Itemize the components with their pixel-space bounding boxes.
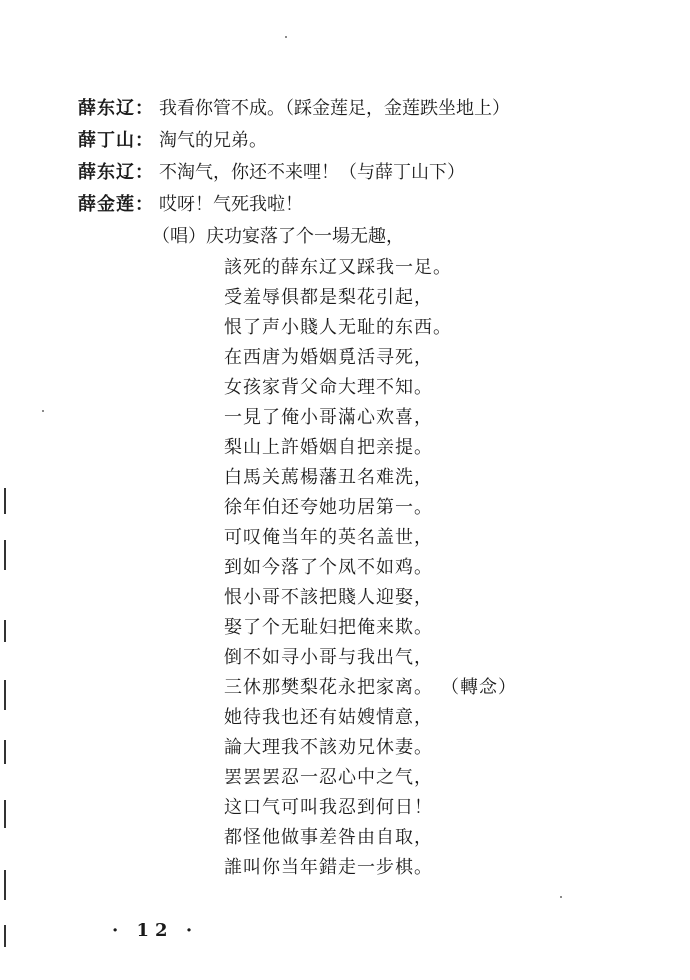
page-number: · 12 · xyxy=(112,920,199,941)
speaker-name: 薛丁山 xyxy=(78,130,135,151)
scan-margin-mark xyxy=(4,870,6,900)
scan-margin-mark xyxy=(4,740,6,764)
verse-text: 三休那樊梨花永把家离。 xyxy=(224,677,433,698)
verse-line: 庆功宴落了个一場无趣， xyxy=(206,226,404,247)
scan-margin-mark xyxy=(4,925,6,947)
verse-line: 一見了俺小哥滿心欢喜， xyxy=(224,407,433,428)
scan-margin-mark xyxy=(4,800,6,828)
dialogue-line xyxy=(78,93,678,125)
verse-line: 在西唐为婚姻覓活寻死， xyxy=(224,347,433,368)
speaker-name: 薛东辽 xyxy=(78,162,135,183)
stage-direction: （轉念） xyxy=(441,677,517,698)
scan-margin-mark xyxy=(4,620,6,642)
verse-line: 可叹俺当年的英名盖世， xyxy=(224,527,433,548)
scan-margin-mark xyxy=(4,488,6,514)
verse-line: 她待我也还有姑嫂情意， xyxy=(224,707,433,728)
speaker-colon: ： xyxy=(135,162,153,183)
speaker-colon: ： xyxy=(135,194,153,215)
verse-line: 論大理我不該劝兄休妻。 xyxy=(224,737,433,758)
verse-line: 倒不如寻小哥与我出气， xyxy=(224,647,433,668)
verse-line: 女孩家背父命大理不知。 xyxy=(224,377,433,398)
verse-line: 这口气可叫我忍到何日！ xyxy=(224,797,433,818)
verse-line: 娶了个无耻妇把俺来欺。 xyxy=(224,617,433,638)
dialogue-block xyxy=(78,93,678,221)
scan-margin-mark xyxy=(4,680,6,710)
verse-line: 白馬关䔍楊藩丑名难洗， xyxy=(224,467,433,488)
dialogue-text: 不淘气，你还不来哩！（与薛丁山下） xyxy=(159,162,465,183)
dialogue-text: 淘气的兄弟。 xyxy=(159,130,267,151)
verse-line: 徐年伯还夸她功居第一。 xyxy=(224,497,433,518)
verse-line: 該死的薛东辽又踩我一足。 xyxy=(224,257,452,278)
scan-speck xyxy=(560,896,562,898)
dialogue-line xyxy=(78,125,678,157)
sing-marker: （唱） xyxy=(152,226,206,247)
speaker-colon: ： xyxy=(135,98,153,119)
verse-line: 到如今落了个凤不如鸡。 xyxy=(224,557,433,578)
dialogue-text: 哎呀！气死我啦！ xyxy=(159,194,303,215)
speaker-name: 薛东辽 xyxy=(78,98,135,119)
verse-line: 恨小哥不該把賤人迎娶， xyxy=(224,587,433,608)
verse-line: 恨了声小賤人无耻的东西。 xyxy=(224,317,452,338)
dialogue-line xyxy=(78,157,678,189)
verse-block xyxy=(224,253,664,883)
verse-line: 都怪他做事差咎由自取， xyxy=(224,827,433,848)
speaker-colon: ： xyxy=(135,130,153,151)
scan-speck xyxy=(42,410,44,412)
scan-margin-mark xyxy=(4,540,6,570)
verse-line-with-aside xyxy=(224,673,664,703)
verse-line: 梨山上許婚姻自把亲提。 xyxy=(224,437,433,458)
verse-line: 罢罢罢忍一忍心中之气， xyxy=(224,767,433,788)
dialogue-line xyxy=(78,189,678,221)
scan-speck xyxy=(285,36,287,38)
sing-cue-line xyxy=(152,221,404,253)
speaker-name: 薛金莲 xyxy=(78,194,135,215)
verse-line: 誰叫你当年錯走一步棋。 xyxy=(224,857,433,878)
verse-line: 受羞辱俱都是梨花引起， xyxy=(224,287,433,308)
dialogue-text: 我看你管不成。（踩金莲足，金莲跌坐地上） xyxy=(159,98,510,119)
